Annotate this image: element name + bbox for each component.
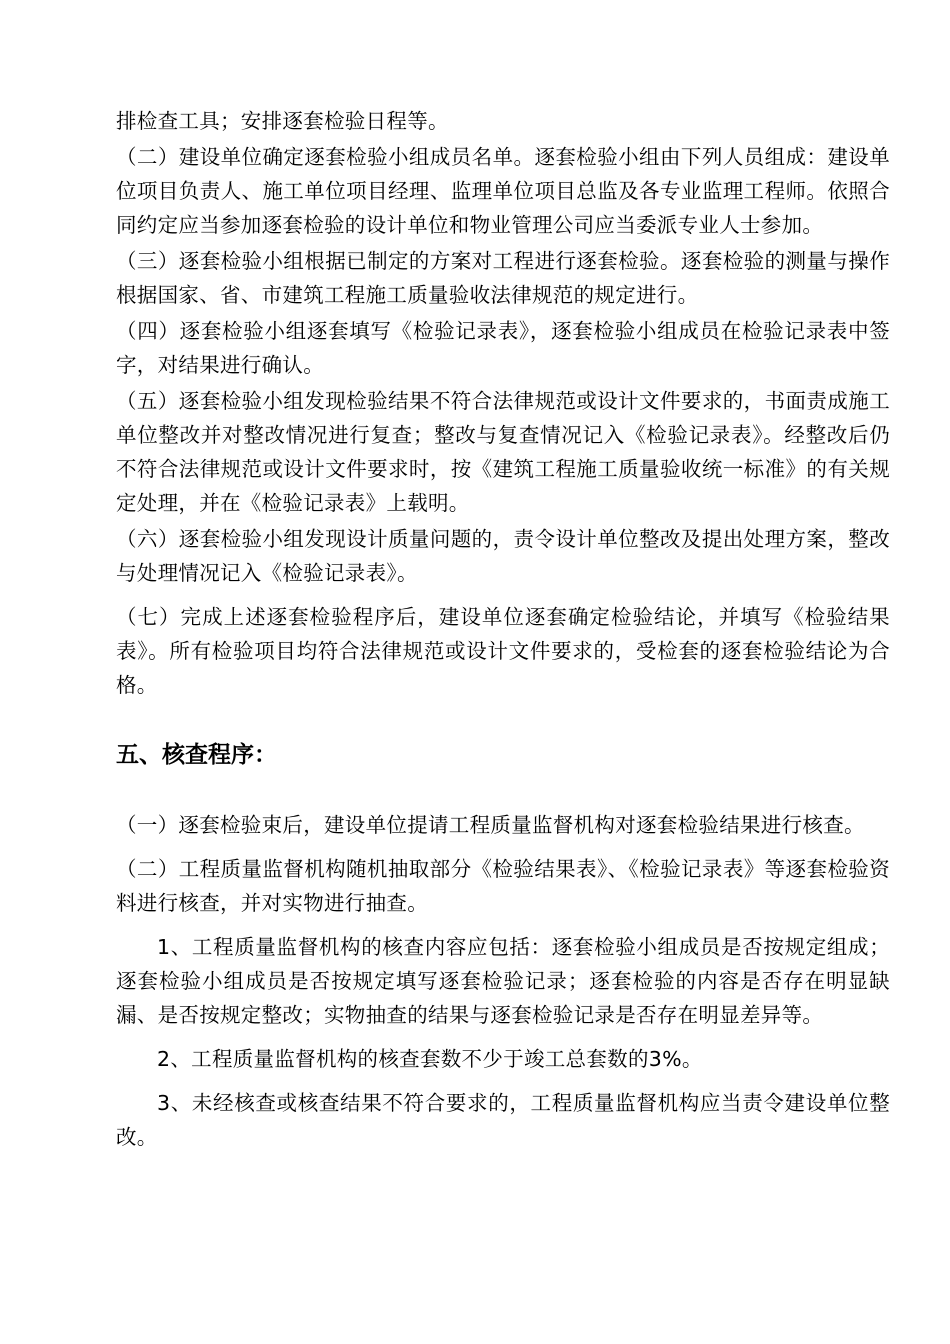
section-heading-verification: 五、核查程序： — [116, 742, 277, 768]
document-page — [116, 104, 890, 1154]
paragraph-random-sampling: （二）工程质量监督机构随机抽取部分《检验结果表》、《检验记录表》等逐套检验资料进行核查，并对实物进行抽查。 — [116, 857, 890, 915]
list-item-verification-ratio: 2、工程质量监督机构的核查套数不少于竣工总套数的3%。 — [157, 1047, 703, 1071]
list-item-verification-content: 1、工程质量监督机构的核查内容应包括：逐套检验小组成员是否按规定组成；逐套检验小组成员是否按规定填写逐套检验记录；逐套检验的内容是否存在明显缺漏、是否按规定整改；实物抽查的结果与逐套检验记录是否存在明显差异等。 — [116, 935, 890, 1027]
paragraph-record-form: （四）逐套检验小组逐套填写《检验记录表》，逐套检验小组成员在检验记录表中签字，对结果进行确认。 — [116, 319, 890, 377]
list-item-rectification-order: 3、未经核查或核查结果不符合要求的，工程质量监督机构应当责令建设单位整改。 — [116, 1091, 890, 1149]
paragraph-verification-request: （一）逐套检验束后，建设单位提请工程质量监督机构对逐套检验结果进行核查。 — [116, 813, 865, 837]
paragraph-tools-schedule: 排检查工具；安排逐套检验日程等。 — [116, 109, 449, 133]
paragraph-inspection-execution: （三）逐套检验小组根据已制定的方案对工程进行逐套检验。逐套检验的测量与操作根据国家、省、市建筑工程施工质量验收法律规范的规定进行。 — [116, 249, 890, 307]
paragraph-design-issues: （六）逐套检验小组发现设计质量问题的，责令设计单位整改及提出处理方案，整改与处理情况记入《检验记录表》。 — [116, 527, 890, 585]
paragraph-inspection-conclusion: （七）完成上述逐套检验程序后，建设单位逐套确定检验结论，并填写《检验结果表》。所有检验项目均符合法律规范或设计文件要求的，受检套的逐套检验结论为合格。 — [116, 605, 890, 697]
paragraph-inspection-team-members: （二）建设单位确定逐套检验小组成员名单。逐套检验小组由下列人员组成：建设单位项目负责人、施工单位项目经理、监理单位项目总监及各专业监理工程师。依照合同约定应当参加逐套检验的设计单位和物业管理公司应当委派专业人士参加。 — [116, 145, 890, 237]
paragraph-rectification: （五）逐套检验小组发现检验结果不符合法律规范或设计文件要求的，书面责成施工单位整改并对整改情况进行复查；整改与复查情况记入《检验记录表》。经整改后仍不符合法律规范或设计文件要求时，按《建筑工程施工质量验收统一标准》的有关规定处理，并在《检验记录表》上载明。 — [116, 389, 890, 515]
